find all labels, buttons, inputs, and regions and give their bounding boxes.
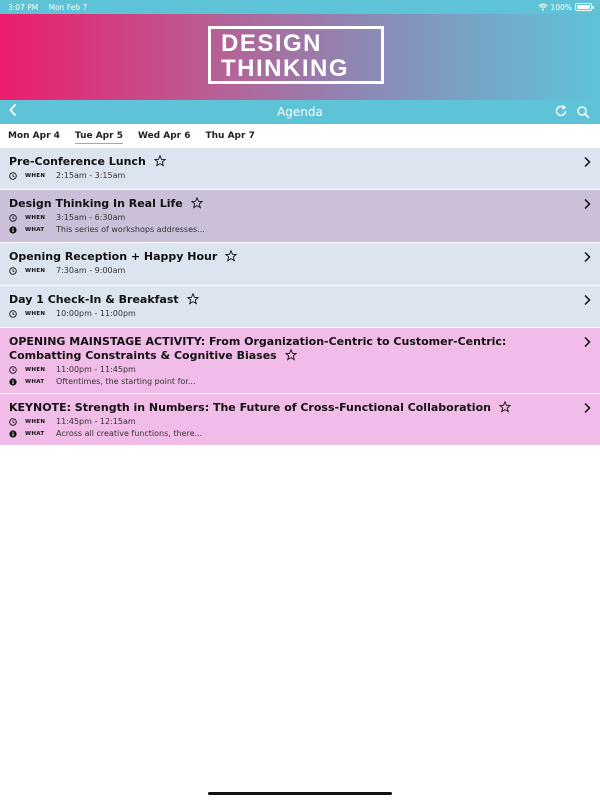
nav-bar bbox=[0, 100, 600, 124]
wifi-icon bbox=[538, 3, 548, 11]
session-title: Opening Reception + Happy Hour bbox=[9, 250, 574, 264]
tab-wed-apr-6[interactable]: Wed Apr 6 bbox=[137, 131, 191, 141]
event-banner bbox=[0, 14, 600, 100]
when-label: WHEN bbox=[25, 418, 46, 425]
session-row[interactable] bbox=[0, 148, 600, 190]
clock-icon bbox=[9, 418, 17, 426]
info-icon bbox=[9, 378, 17, 386]
info-icon bbox=[9, 226, 17, 234]
logo-line-1: DESIGN bbox=[221, 30, 323, 57]
chevron-right-icon bbox=[583, 336, 591, 348]
battery-percent: 100% bbox=[550, 2, 572, 12]
star-icon[interactable] bbox=[499, 401, 511, 413]
what-row bbox=[9, 224, 574, 235]
what-label: WHAT bbox=[25, 226, 45, 233]
search-icon[interactable] bbox=[576, 104, 592, 120]
tab-mon-apr-4[interactable]: Mon Apr 4 bbox=[8, 131, 60, 141]
status-right bbox=[538, 3, 592, 12]
logo-line-2: THINKING bbox=[221, 55, 349, 82]
when-row bbox=[9, 364, 574, 375]
chevron-right-icon bbox=[583, 251, 591, 263]
page-title: Agenda bbox=[277, 105, 323, 119]
session-row[interactable] bbox=[0, 243, 600, 286]
session-time: 2:15am - 3:15am bbox=[56, 171, 126, 180]
session-time: 3:15am - 6:30am bbox=[56, 213, 126, 222]
chevron-right-icon bbox=[583, 156, 591, 168]
session-time: 7:30am - 9:00am bbox=[56, 266, 126, 275]
session-row[interactable] bbox=[0, 190, 600, 243]
star-icon[interactable] bbox=[191, 197, 203, 209]
when-label: WHEN bbox=[25, 214, 46, 221]
what-row bbox=[9, 376, 574, 387]
refresh-icon[interactable] bbox=[554, 104, 568, 122]
session-description: This series of workshops addresses... bbox=[56, 225, 205, 234]
tab-thu-apr-7[interactable]: Thu Apr 7 bbox=[205, 131, 255, 141]
status-date: Mon Feb 7 bbox=[48, 2, 88, 12]
battery-icon bbox=[575, 3, 592, 11]
what-row bbox=[9, 428, 574, 439]
what-label: WHAT bbox=[25, 378, 45, 385]
star-icon[interactable] bbox=[285, 349, 297, 361]
date-tabs bbox=[0, 124, 600, 148]
session-row[interactable] bbox=[0, 286, 600, 328]
status-time: 3:07 PM bbox=[8, 2, 39, 12]
status-bar bbox=[0, 0, 600, 14]
when-row bbox=[9, 416, 574, 427]
chevron-right-icon bbox=[583, 198, 591, 210]
session-description: Oftentimes, the starting point for... bbox=[56, 377, 196, 386]
back-chevron-icon[interactable] bbox=[8, 103, 18, 121]
session-description: Across all creative functions, there... bbox=[56, 429, 203, 438]
session-row[interactable] bbox=[0, 328, 600, 394]
star-icon[interactable] bbox=[187, 293, 199, 305]
clock-icon bbox=[9, 366, 17, 374]
star-icon[interactable] bbox=[225, 250, 237, 262]
session-title: Day 1 Check-In & Breakfast bbox=[9, 293, 574, 307]
what-label: WHAT bbox=[25, 430, 45, 437]
when-row bbox=[9, 265, 574, 276]
session-row[interactable] bbox=[0, 394, 600, 446]
when-label: WHEN bbox=[25, 310, 46, 317]
session-title: OPENING MAINSTAGE ACTIVITY: From Organization-Centric to Customer-Centric: Combatting Constraints & Cognitive Biases bbox=[9, 335, 507, 362]
when-row bbox=[9, 212, 574, 223]
when-label: WHEN bbox=[25, 366, 46, 373]
clock-icon bbox=[9, 310, 17, 318]
when-row bbox=[9, 308, 574, 319]
session-title: Pre-Conference Lunch bbox=[9, 155, 574, 169]
session-title: Design Thinking In Real Life bbox=[9, 197, 574, 211]
when-label: WHEN bbox=[25, 172, 46, 179]
session-time: 10:00pm - 11:00pm bbox=[56, 309, 136, 318]
clock-icon bbox=[9, 214, 17, 222]
session-title: KEYNOTE: Strength in Numbers: The Future of Cross-Functional Collaboration bbox=[9, 401, 574, 415]
when-row bbox=[9, 170, 574, 181]
status-left bbox=[8, 3, 95, 12]
info-icon bbox=[9, 430, 17, 438]
home-indicator[interactable] bbox=[208, 792, 392, 795]
clock-icon bbox=[9, 267, 17, 275]
chevron-right-icon bbox=[583, 402, 591, 414]
chevron-right-icon bbox=[583, 294, 591, 306]
design-thinking-logo bbox=[208, 26, 384, 84]
agenda-list bbox=[0, 148, 600, 446]
clock-icon bbox=[9, 172, 17, 180]
star-icon[interactable] bbox=[154, 155, 166, 167]
tab-tue-apr-5[interactable]: Tue Apr 5 bbox=[75, 129, 123, 144]
session-time: 11:00pm - 11:45pm bbox=[56, 365, 136, 374]
session-time: 11:45pm - 12:15am bbox=[56, 417, 136, 426]
when-label: WHEN bbox=[25, 267, 46, 274]
